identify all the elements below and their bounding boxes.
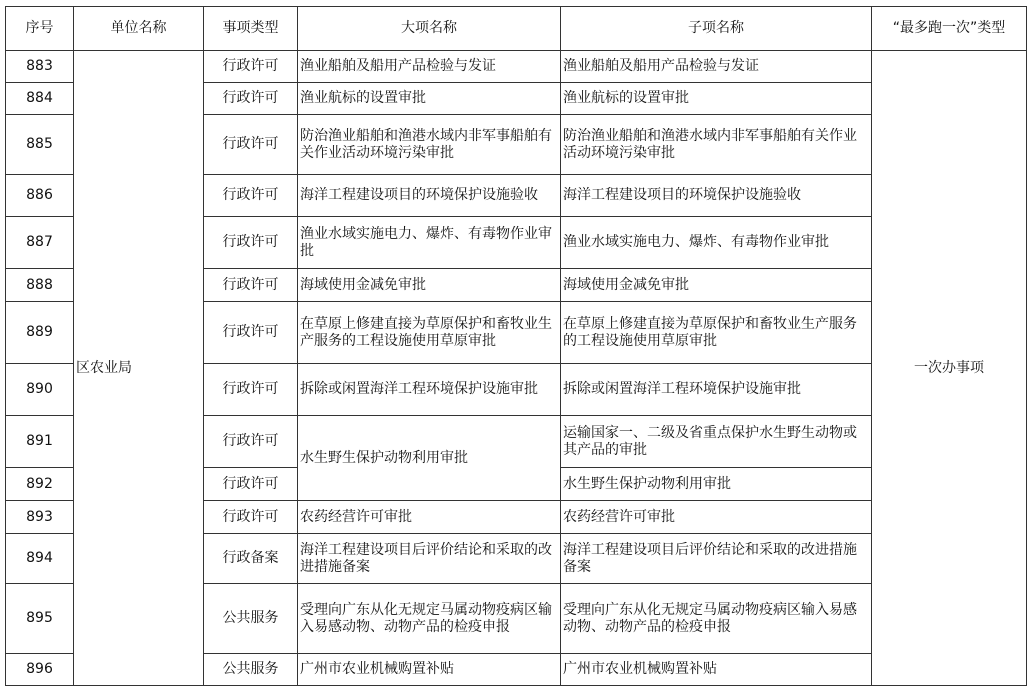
cell-seq: 892 [6, 468, 74, 501]
cell-big-item: 受理向广东从化无规定马属动物疫病区输入易感动物、动物产品的检疫申报 [298, 584, 561, 654]
cell-seq: 886 [6, 175, 74, 217]
cell-big-item: 海洋工程建设项目的环境保护设施验收 [298, 175, 561, 217]
cell-big-item: 防治渔业船舶和渔港水域内非军事船舶有关作业活动环境污染审批 [298, 115, 561, 175]
cell-sub-item: 农药经营许可审批 [561, 501, 872, 534]
cell-big-item: 农药经营许可审批 [298, 501, 561, 534]
cell-seq: 894 [6, 534, 74, 584]
cell-big-item: 水生野生保护动物利用审批 [298, 416, 561, 501]
cell-seq: 891 [6, 416, 74, 468]
cell-type: 行政备案 [204, 534, 298, 584]
cell-big-item: 海洋工程建设项目后评价结论和采取的改进措施备案 [298, 534, 561, 584]
cell-sub-item: 渔业航标的设置审批 [561, 83, 872, 115]
cell-type: 行政许可 [204, 468, 298, 501]
header-run-once: “最多跑一次”类型 [872, 7, 1027, 51]
cell-type: 行政许可 [204, 83, 298, 115]
header-type: 事项类型 [204, 7, 298, 51]
cell-sub-item: 在草原上修建直接为草原保护和畜牧业生产服务的工程设施使用草原审批 [561, 302, 872, 364]
cell-sub-item: 海洋工程建设项目后评价结论和采取的改进措施备案 [561, 534, 872, 584]
header-big-item: 大项名称 [298, 7, 561, 51]
cell-sub-item: 拆除或闲置海洋工程环境保护设施审批 [561, 364, 872, 416]
cell-type: 行政许可 [204, 217, 298, 269]
cell-type: 行政许可 [204, 364, 298, 416]
cell-big-item: 在草原上修建直接为草原保护和畜牧业生产服务的工程设施使用草原审批 [298, 302, 561, 364]
cell-seq: 895 [6, 584, 74, 654]
cell-big-item: 海域使用金减免审批 [298, 269, 561, 302]
cell-big-item: 渔业船舶及船用产品检验与发证 [298, 51, 561, 83]
cell-seq: 885 [6, 115, 74, 175]
cell-type: 公共服务 [204, 654, 298, 686]
cell-run-once: 一次办事项 [872, 51, 1027, 686]
cell-sub-item: 海洋工程建设项目的环境保护设施验收 [561, 175, 872, 217]
cell-seq: 883 [6, 51, 74, 83]
cell-type: 行政许可 [204, 115, 298, 175]
cell-seq: 893 [6, 501, 74, 534]
cell-sub-item: 广州市农业机械购置补贴 [561, 654, 872, 686]
cell-type: 行政许可 [204, 416, 298, 468]
cell-type: 行政许可 [204, 302, 298, 364]
cell-sub-item: 防治渔业船舶和渔港水域内非军事船舶有关作业活动环境污染审批 [561, 115, 872, 175]
cell-type: 行政许可 [204, 51, 298, 83]
cell-sub-item: 水生野生保护动物利用审批 [561, 468, 872, 501]
header-seq: 序号 [6, 7, 74, 51]
cell-type: 公共服务 [204, 584, 298, 654]
header-sub-item: 子项名称 [561, 7, 872, 51]
cell-type: 行政许可 [204, 269, 298, 302]
cell-big-item: 渔业水域实施电力、爆炸、有毒物作业审批 [298, 217, 561, 269]
cell-sub-item: 运输国家一、二级及省重点保护水生野生动物或其产品的审批 [561, 416, 872, 468]
cell-sub-item: 渔业船舶及船用产品检验与发证 [561, 51, 872, 83]
cell-seq: 896 [6, 654, 74, 686]
cell-sub-item: 受理向广东从化无规定马属动物疫病区输入易感动物、动物产品的检疫申报 [561, 584, 872, 654]
cell-type: 行政许可 [204, 501, 298, 534]
cell-seq: 890 [6, 364, 74, 416]
cell-big-item: 广州市农业机械购置补贴 [298, 654, 561, 686]
cell-sub-item: 海域使用金减免审批 [561, 269, 872, 302]
cell-sub-item: 渔业水域实施电力、爆炸、有毒物作业审批 [561, 217, 872, 269]
header-unit: 单位名称 [74, 7, 204, 51]
cell-seq: 887 [6, 217, 74, 269]
items-table [5, 6, 1027, 686]
cell-seq: 889 [6, 302, 74, 364]
cell-big-item: 渔业航标的设置审批 [298, 83, 561, 115]
cell-big-item: 拆除或闲置海洋工程环境保护设施审批 [298, 364, 561, 416]
header-row [6, 7, 1027, 51]
table-row [6, 51, 1027, 83]
cell-type: 行政许可 [204, 175, 298, 217]
cell-seq: 884 [6, 83, 74, 115]
cell-unit-name: 区农业局 [74, 51, 204, 686]
cell-seq: 888 [6, 269, 74, 302]
